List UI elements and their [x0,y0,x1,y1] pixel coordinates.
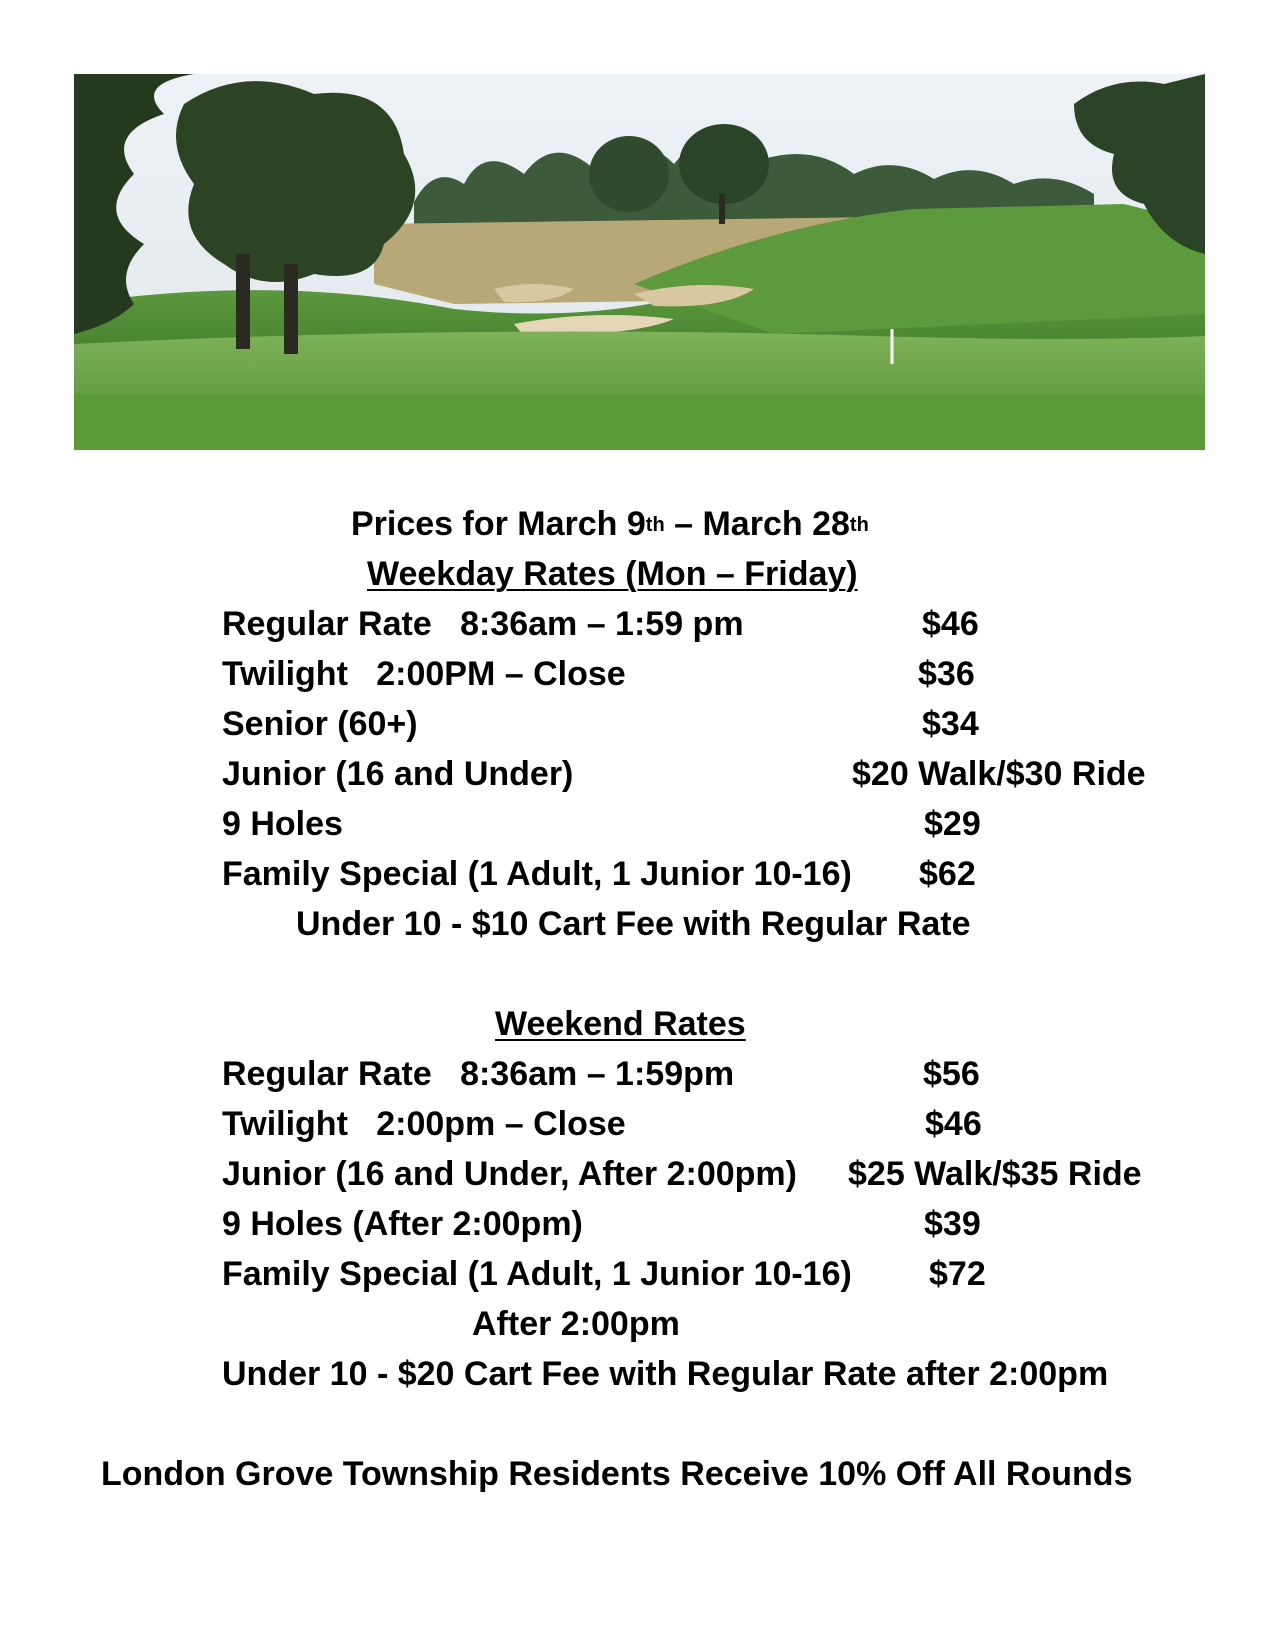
weekday-note: Under 10 - $10 Cart Fee with Regular Rate [296,905,971,943]
title-sup-1: th [645,514,665,536]
rate-price: $56 [923,1055,980,1093]
rate-label: 9 Holes [222,805,343,843]
rate-price: $25 Walk/$35 Ride [848,1155,1142,1193]
rate-label: Family Special (1 Adult, 1 Junior 10-16) [222,1255,852,1293]
rate-label: 9 Holes (After 2:00pm) [222,1205,583,1243]
rate-price: $20 Walk/$30 Ride [852,755,1146,793]
title-sup-2: th [849,514,869,536]
weekend-family-sub: After 2:00pm [472,1305,680,1343]
rate-price: $62 [919,855,976,893]
rate-price: $29 [924,805,981,843]
weekday-heading: Weekday Rates (Mon – Friday) [367,555,858,593]
rate-price: $34 [922,705,979,743]
rate-label: Junior (16 and Under) [222,755,574,793]
rate-label: Twilight 2:00pm – Close [222,1105,626,1143]
weekend-row-regular [222,1054,1182,1094]
rate-price: $72 [929,1255,986,1293]
weekday-row-senior [222,704,1182,744]
title-mid: – March 28 [664,505,850,543]
rate-label: Regular Rate 8:36am – 1:59pm [222,1055,735,1093]
weekend-row-family [222,1254,1182,1294]
rate-label: Junior (16 and Under, After 2:00pm) [222,1155,797,1193]
weekday-row-twilight [222,654,1182,694]
golf-course-photo [74,74,1205,450]
rate-label: Senior (60+) [222,705,418,743]
weekend-note: Under 10 - $20 Cart Fee with Regular Rate after 2:00pm [222,1355,1109,1393]
rate-price: $39 [924,1205,981,1243]
rate-label: Twilight 2:00PM – Close [222,655,626,693]
title-prefix: Prices for March 9 [351,505,646,543]
weekday-row-junior [222,754,1182,794]
weekend-row-junior [222,1154,1182,1194]
weekday-row-family [222,854,1182,894]
prices-title [351,504,869,544]
weekday-row-regular [222,604,1182,644]
weekend-heading: Weekend Rates [495,1005,746,1043]
residents-discount: London Grove Township Residents Receive 10% Off All Rounds [101,1455,1133,1493]
weekend-row-twilight [222,1104,1182,1144]
rate-price: $36 [918,655,975,693]
rate-label: Family Special (1 Adult, 1 Junior 10-16) [222,855,852,893]
weekday-row-9holes [222,804,1182,844]
weekend-row-9holes [222,1204,1182,1244]
rate-label: Regular Rate 8:36am – 1:59 pm [222,605,744,643]
rate-price: $46 [925,1105,982,1143]
rate-price: $46 [922,605,979,643]
